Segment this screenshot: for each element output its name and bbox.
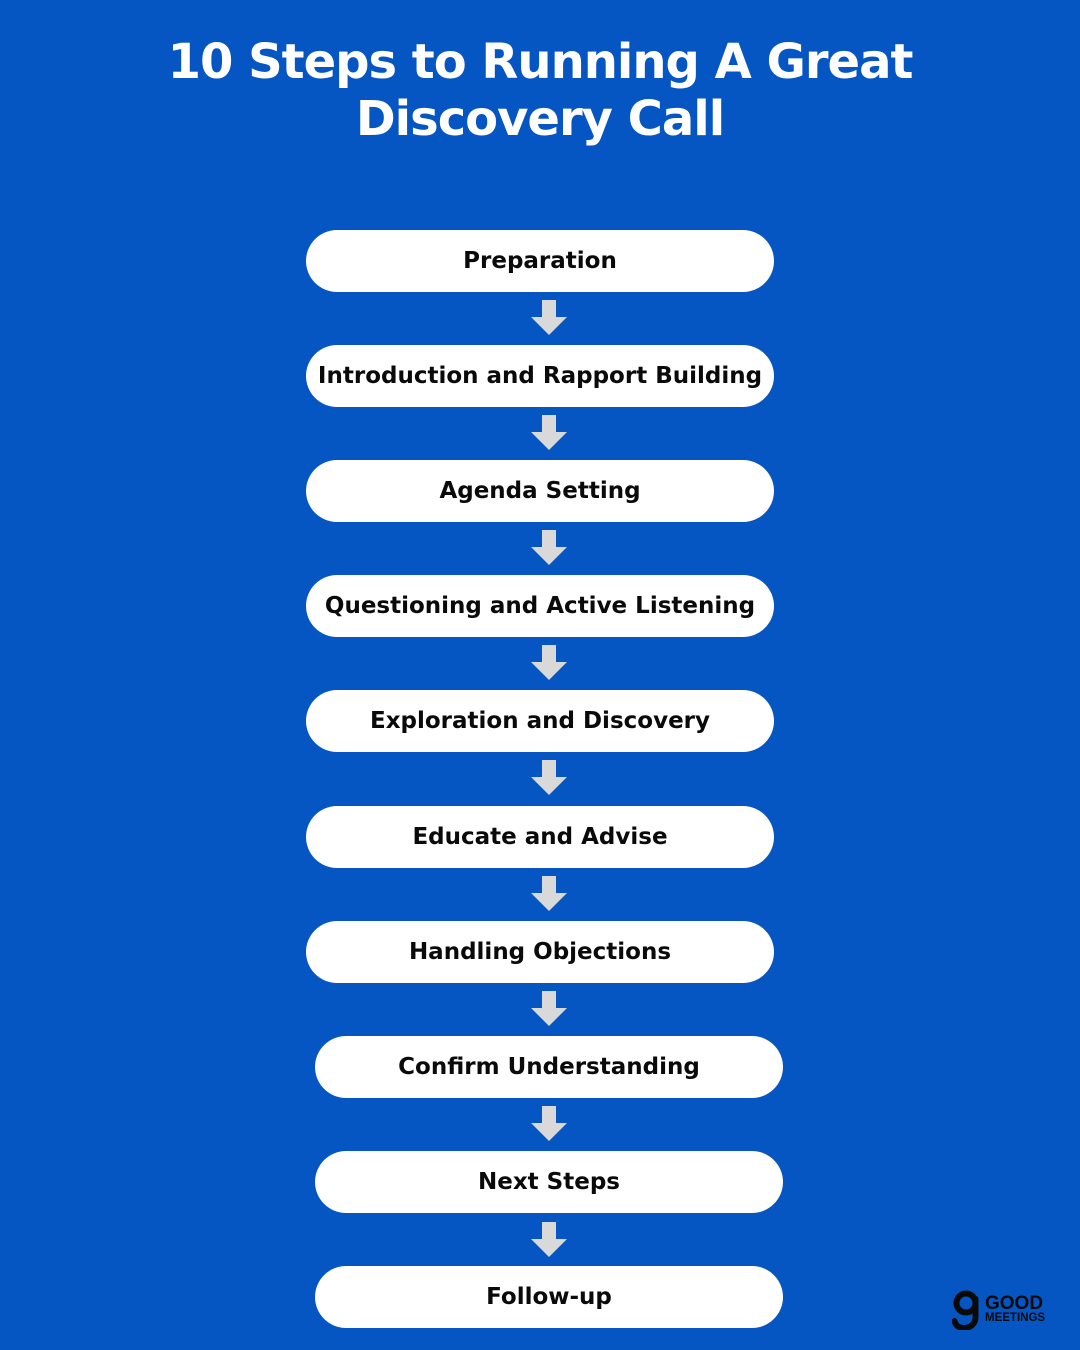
down-arrow-icon [530,645,568,681]
logo-word-good: GOOD [985,1293,1044,1314]
step-agenda-setting: Agenda Setting [306,460,774,522]
page-title [0,34,1080,148]
down-arrow-icon [530,415,568,451]
step-preparation: Preparation [306,230,774,292]
logo-word-meetings: MEETINGS [985,1312,1046,1324]
down-arrow-icon [530,530,568,566]
title-line-1: 10 Steps to Running A Great [167,34,913,90]
step-next-steps: Next Steps [315,1151,783,1213]
title-line-2: Discovery Call [355,91,725,147]
step-questioning-listening: Questioning and Active Listening [306,575,774,637]
down-arrow-icon [530,1106,568,1142]
step-exploration-discovery: Exploration and Discovery [306,690,774,752]
down-arrow-icon [530,760,568,796]
step-handling-objections: Handling Objections [306,921,774,983]
down-arrow-icon [530,300,568,336]
g-logo-icon [952,1290,982,1330]
step-introduction-rapport: Introduction and Rapport Building [306,345,774,407]
down-arrow-icon [530,1222,568,1258]
good-meetings-logo [952,1290,1060,1330]
step-educate-advise: Educate and Advise [306,806,774,868]
down-arrow-icon [530,991,568,1027]
down-arrow-icon [530,876,568,912]
step-follow-up: Follow-up [315,1266,783,1328]
step-confirm-understanding: Confirm Understanding [315,1036,783,1098]
